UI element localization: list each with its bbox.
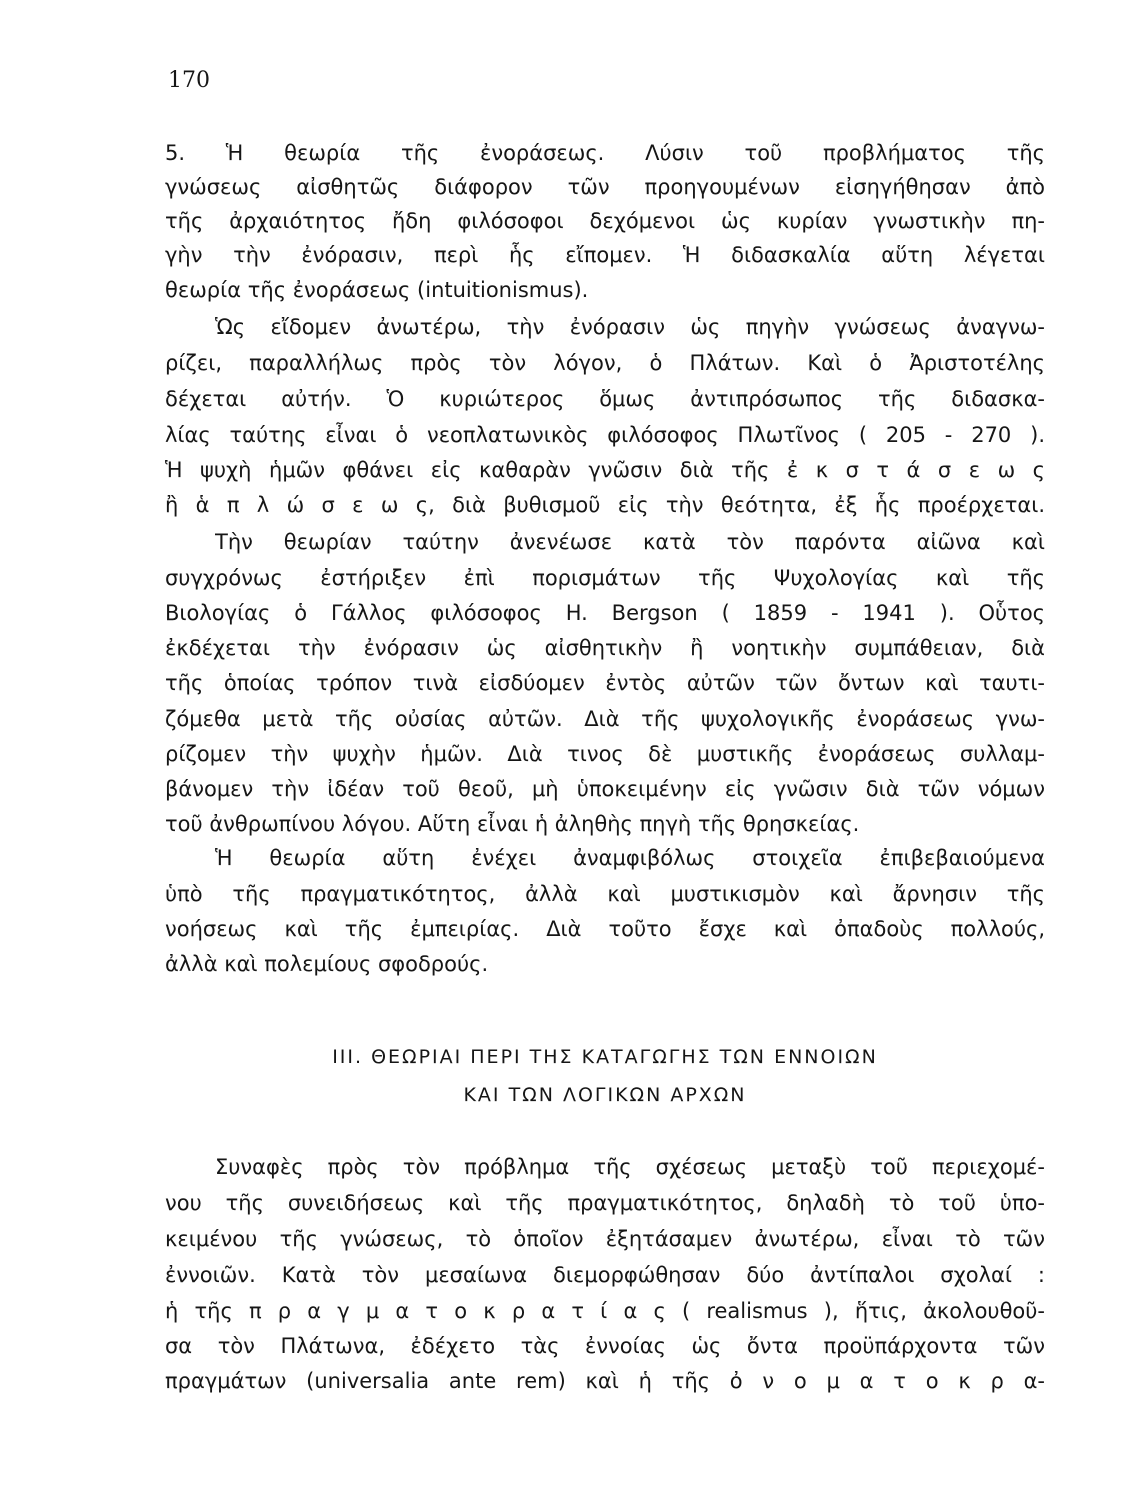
text-line: ἀλλὰ καὶ πολεμίους σφοδρούς. [165,952,489,976]
text-line: ἡ τῆς π ρ α γ μ α τ ο κ ρ α τ ί α ς ( realismus ), ἥτις, ἀκολουθοῦ- [165,1299,1045,1323]
section-heading-line-2: ΚΑΙ ΤΩΝ ΛΟΓΙΚΩΝ ΑΡΧΩΝ [463,1084,747,1106]
text-line: γὴν τὴν ἐνόρασιν, περὶ ἧς εἴπομεν. Ἡ διδασκαλία αὕτη λέγεται [165,243,1045,267]
text-line: τῆς ὁποίας τρόπον τινὰ εἰσδύομεν ἐντὸς αὐτῶν τῶν ὄντων καὶ ταυτι- [165,671,1045,695]
text-line: ζόμεθα μετὰ τῆς οὐσίας αὐτῶν. Διὰ τῆς ψυχολογικῆς ἐνοράσεως γνω- [165,707,1045,731]
page-number: 170 [168,68,210,93]
text-line: λίας ταύτης εἶναι ὁ νεοπλατωνικὸς φιλόσοφος Πλωτῖνος ( 205 - 270 ). [165,423,1045,447]
text-line: κειμένου τῆς γνώσεως, τὸ ὁποῖον ἐξητάσαμεν ἀνωτέρω, εἶναι τὸ τῶν [165,1227,1045,1251]
text-line: Συναφὲς πρὸς τὸν πρόβλημα τῆς σχέσεως μεταξὺ τοῦ περιεχομέ- [215,1155,1045,1179]
text-line: Τὴν θεωρίαν ταύτην ἀνενέωσε κατὰ τὸν παρόντα αἰῶνα καὶ [215,530,1045,554]
text-line: Ἡ ψυχὴ ἡμῶν φθάνει εἰς καθαρὰν γνῶσιν διὰ τῆς ἐ κ σ τ ά σ ε ω ς [165,458,1045,482]
text-line: Βιολογίας ὁ Γάλλος φιλόσοφος H. Bergson ( 1859 - 1941 ). Οὗτος [165,601,1045,625]
text-line: ρίζει, παραλλήλως πρὸς τὸν λόγον, ὁ Πλάτων. Καὶ ὁ Ἀριστοτέλης [165,351,1045,375]
text-line: τοῦ ἀνθρωπίνου λόγου. Αὕτη εἶναι ἡ ἀληθὴς πηγὴ τῆς θρησκείας. [165,812,860,836]
text-line: νου τῆς συνειδήσεως καὶ τῆς πραγματικότητος, δηλαδὴ τὸ τοῦ ὑπο- [165,1191,1045,1215]
text-line: Ὡς εἴδομεν ἀνωτέρω, τὴν ἐνόρασιν ὡς πηγὴν γνώσεως ἀναγνω- [215,315,1045,339]
text-line: γνώσεως αἰσθητῶς διάφορον τῶν προηγουμένων εἰσηγήθησαν ἀπὸ [165,175,1045,199]
text-line: δέχεται αὐτήν. Ὁ κυριώτερος ὅμως ἀντιπρόσωπος τῆς διδασκα- [165,387,1045,411]
text-line: ἐκδέχεται τὴν ἐνόρασιν ὡς αἰσθητικὴν ἢ νοητικὴν συμπάθειαν, διὰ [165,636,1045,660]
text-line: 5. Ἡ θεωρία τῆς ἐνοράσεως. Λύσιν τοῦ προβλήματος τῆς [165,141,1045,165]
text-line: θεωρία τῆς ἐνοράσεως (intuitionismus). [165,278,589,302]
text-line: σα τὸν Πλάτωνα, ἐδέχετο τὰς ἐννοίας ὡς ὄντα προϋπάρχοντα τῶν [165,1334,1045,1358]
text-line: ἢ ἁ π λ ώ σ ε ω ς, διὰ βυθισμοῦ εἰς τὴν θεότητα, ἐξ ἧς προέρχεται. [165,493,1045,517]
text-line: νοήσεως καὶ τῆς ἐμπειρίας. Διὰ τοῦτο ἔσχε καὶ ὀπαδοὺς πολλούς, [165,917,1045,941]
section-heading-line-1: III. ΘΕΩΡΙΑΙ ΠΕΡΙ ΤΗΣ ΚΑΤΑΓΩΓΗΣ ΤΩΝ ΕΝΝΟΙΩΝ [332,1046,878,1068]
text-line: ρίζομεν τὴν ψυχὴν ἡμῶν. Διὰ τινος δὲ μυστικῆς ἐνοράσεως συλλαμ- [165,742,1045,766]
text-line: βάνομεν τὴν ἰδέαν τοῦ θεοῦ, μὴ ὑποκειμένην εἰς γνῶσιν διὰ τῶν νόμων [165,777,1045,801]
text-line: πραγμάτων (universalia ante rem) καὶ ἡ τῆς ὀ ν ο μ α τ ο κ ρ α- [165,1369,1045,1393]
text-line: ἐννοιῶν. Κατὰ τὸν μεσαίωνα διεμορφώθησαν δύο ἀντίπαλοι σχολαί : [165,1263,1045,1287]
text-line: Ἡ θεωρία αὕτη ἐνέχει ἀναμφιβόλως στοιχεῖα ἐπιβεβαιούμενα [215,846,1045,870]
text-line: ὑπὸ τῆς πραγματικότητος, ἀλλὰ καὶ μυστικισμὸν καὶ ἄρνησιν τῆς [165,882,1045,906]
text-line: συγχρόνως ἐστήριξεν ἐπὶ πορισμάτων τῆς Ψυχολογίας καὶ τῆς [165,566,1045,590]
text-line: τῆς ἀρχαιότητος ἤδη φιλόσοφοι δεχόμενοι ὡς κυρίαν γνωστικὴν πη- [165,209,1045,233]
